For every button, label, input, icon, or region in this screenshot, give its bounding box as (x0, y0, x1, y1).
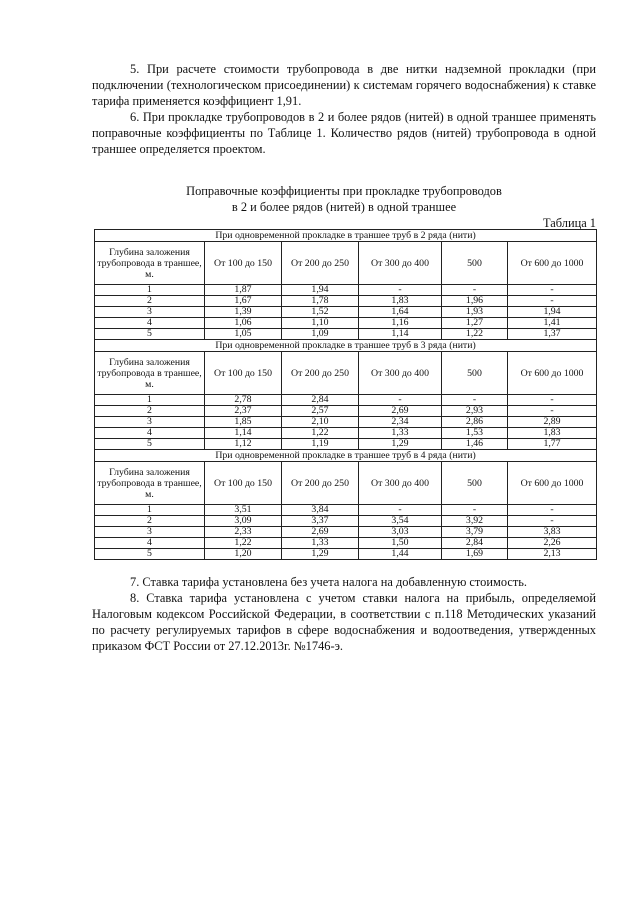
table-title-line-2: в 2 и более рядов (нитей) в одной траншее (231, 200, 457, 214)
paragraph-7: 7. Ставка тарифа установлена без учета налога на добавленную стоимость. (130, 575, 528, 589)
table-label: Таблица 1 (543, 216, 596, 230)
coefficient-cell: 2,84 (282, 395, 359, 406)
table-row (95, 296, 597, 307)
coefficient-cell: 3,37 (282, 516, 359, 527)
depth-cell: 5 (95, 439, 205, 450)
table-row (95, 516, 597, 527)
diameter-column-header: От 600 до 1000 (508, 242, 597, 285)
depth-cell: 2 (95, 516, 205, 527)
depth-cell: 2 (95, 296, 205, 307)
coefficient-cell: - (508, 395, 597, 406)
depth-cell: 4 (95, 428, 205, 439)
coefficient-cell: 2,57 (282, 406, 359, 417)
coefficient-cell: 2,78 (205, 395, 282, 406)
coefficient-cell: 2,37 (205, 406, 282, 417)
coefficient-cell: 1,20 (205, 549, 282, 560)
diameter-column-header: От 100 до 150 (205, 462, 282, 505)
table-row (95, 417, 597, 428)
table-section-header (95, 450, 597, 462)
table-section-header (95, 230, 597, 242)
coefficient-cell: 2,93 (442, 406, 508, 417)
coefficient-cell: 3,84 (282, 505, 359, 516)
coefficient-cell: - (508, 285, 597, 296)
depth-column-header: Глубина заложения трубопровода в траншее, м. (95, 462, 205, 505)
diameter-column-header: 500 (442, 462, 508, 505)
table-row (95, 505, 597, 516)
coefficient-cell: 1,33 (282, 538, 359, 549)
coefficient-cell: 2,84 (442, 538, 508, 549)
diameter-column-header: От 300 до 400 (359, 242, 442, 285)
coefficient-cell: - (442, 395, 508, 406)
coefficient-cell: 1,19 (282, 439, 359, 450)
table-column-header-row (95, 242, 597, 285)
table-row (95, 527, 597, 538)
coefficient-cell: 1,05 (205, 329, 282, 340)
paragraph-8: 8. Ставка тарифа установлена с учетом ставки налога на прибыль, определяемой Налоговым кодексом Российской Федерации, в соответствии с п.118 Методических указаний по расчету регулируемых тарифов в сфере водоснабжения и водоотведения, утвержденных приказом ФСТ России от 27.12.2013г. №1746-э. (92, 591, 596, 653)
coefficient-cell: 1,22 (282, 428, 359, 439)
diameter-column-header: От 200 до 250 (282, 462, 359, 505)
coefficient-cell: 1,27 (442, 318, 508, 329)
table-section-header (95, 340, 597, 352)
table-row (95, 538, 597, 549)
coefficient-cell: 1,67 (205, 296, 282, 307)
coefficient-cell: 1,94 (508, 307, 597, 318)
coefficient-cell: 1,22 (205, 538, 282, 549)
coefficient-cell: 1,44 (359, 549, 442, 560)
paragraph-5: 5. При расчете стоимости трубопровода в две нитки надземной прокладки (при подключении (технологическом присоединении) к системам горячего водоснабжения) к ставке тарифа применяется коэффициент 1,91. (92, 62, 596, 108)
coefficient-cell: 1,77 (508, 439, 597, 450)
coefficient-cell: 2,86 (442, 417, 508, 428)
depth-cell: 5 (95, 549, 205, 560)
coefficient-cell: 1,06 (205, 318, 282, 329)
coefficient-cell: 1,46 (442, 439, 508, 450)
coefficient-cell: - (359, 285, 442, 296)
coefficient-cell: 1,87 (205, 285, 282, 296)
diameter-column-header: От 100 до 150 (205, 242, 282, 285)
coefficient-cell: 2,10 (282, 417, 359, 428)
depth-cell: 1 (95, 285, 205, 296)
table-column-header-row (95, 352, 597, 395)
coefficient-cell: 1,83 (508, 428, 597, 439)
table-column-header-row (95, 462, 597, 505)
diameter-column-header: 500 (442, 352, 508, 395)
table-row (95, 285, 597, 296)
depth-column-header: Глубина заложения трубопровода в траншее, м. (95, 352, 205, 395)
coefficient-cell: 1,41 (508, 318, 597, 329)
diameter-column-header: От 300 до 400 (359, 352, 442, 395)
coefficient-cell: - (508, 505, 597, 516)
coefficient-cell: 3,92 (442, 516, 508, 527)
coefficient-cell: - (359, 395, 442, 406)
depth-cell: 1 (95, 505, 205, 516)
coefficient-cell: 2,69 (282, 527, 359, 538)
table-row (95, 329, 597, 340)
coefficient-cell: 1,14 (359, 329, 442, 340)
diameter-column-header: От 600 до 1000 (508, 352, 597, 395)
coefficient-cell: 1,50 (359, 538, 442, 549)
coefficient-cell: 1,29 (282, 549, 359, 560)
coefficient-cell: - (442, 505, 508, 516)
coefficient-cell: 2,34 (359, 417, 442, 428)
coefficient-table-body (95, 230, 597, 560)
section-title: При одновременной прокладке в траншее труб в 2 ряда (нити) (95, 230, 597, 242)
coefficient-cell: 1,09 (282, 329, 359, 340)
coefficient-cell: 1,69 (442, 549, 508, 560)
coefficient-cell: 1,10 (282, 318, 359, 329)
coefficient-cell: 1,33 (359, 428, 442, 439)
coefficient-cell: 3,51 (205, 505, 282, 516)
coefficient-cell: 1,16 (359, 318, 442, 329)
coefficient-cell: 1,39 (205, 307, 282, 318)
diameter-column-header: От 200 до 250 (282, 242, 359, 285)
coefficient-cell: 1,37 (508, 329, 597, 340)
coefficient-cell: 1,94 (282, 285, 359, 296)
coefficient-cell: 1,78 (282, 296, 359, 307)
coefficient-table (94, 229, 597, 560)
section-title: При одновременной прокладке в траншее труб в 4 ряда (нити) (95, 450, 597, 462)
table-title-line-1: Поправочные коэффициенты при прокладке трубопроводов (186, 184, 502, 198)
coefficient-cell: 2,33 (205, 527, 282, 538)
coefficient-cell: 2,89 (508, 417, 597, 428)
depth-cell: 3 (95, 417, 205, 428)
coefficient-cell: 3,83 (508, 527, 597, 538)
coefficient-cell: - (359, 505, 442, 516)
depth-cell: 1 (95, 395, 205, 406)
table-title (92, 183, 596, 215)
coefficient-cell: - (508, 516, 597, 527)
coefficient-cell: 3,79 (442, 527, 508, 538)
coefficient-cell: 1,93 (442, 307, 508, 318)
coefficient-cell: 2,69 (359, 406, 442, 417)
coefficient-cell: - (508, 406, 597, 417)
table-row (95, 395, 597, 406)
coefficient-cell: 2,26 (508, 538, 597, 549)
table-row (95, 406, 597, 417)
diameter-column-header: От 100 до 150 (205, 352, 282, 395)
diameter-column-header: От 600 до 1000 (508, 462, 597, 505)
coefficient-cell: 1,83 (359, 296, 442, 307)
paragraphs-top (92, 61, 596, 157)
table-row (95, 307, 597, 318)
coefficient-cell: 3,54 (359, 516, 442, 527)
depth-cell: 3 (95, 527, 205, 538)
table-row (95, 439, 597, 450)
depth-cell: 2 (95, 406, 205, 417)
depth-column-header: Глубина заложения трубопровода в траншее, м. (95, 242, 205, 285)
diameter-column-header: 500 (442, 242, 508, 285)
depth-cell: 3 (95, 307, 205, 318)
coefficient-cell: - (442, 285, 508, 296)
depth-cell: 5 (95, 329, 205, 340)
diameter-column-header: От 200 до 250 (282, 352, 359, 395)
coefficient-cell: 1,96 (442, 296, 508, 307)
coefficient-cell: 2,13 (508, 549, 597, 560)
depth-cell: 4 (95, 318, 205, 329)
table-row (95, 428, 597, 439)
coefficient-cell: - (508, 296, 597, 307)
coefficient-cell: 1,52 (282, 307, 359, 318)
section-title: При одновременной прокладке в траншее труб в 3 ряда (нити) (95, 340, 597, 352)
coefficient-cell: 3,03 (359, 527, 442, 538)
coefficient-cell: 1,53 (442, 428, 508, 439)
coefficient-cell: 1,85 (205, 417, 282, 428)
diameter-column-header: От 300 до 400 (359, 462, 442, 505)
paragraphs-bottom (92, 574, 596, 654)
coefficient-cell: 1,22 (442, 329, 508, 340)
coefficient-cell: 1,29 (359, 439, 442, 450)
coefficient-cell: 3,09 (205, 516, 282, 527)
coefficient-cell: 1,64 (359, 307, 442, 318)
coefficient-cell: 1,14 (205, 428, 282, 439)
table-row (95, 549, 597, 560)
paragraph-6: 6. При прокладке трубопроводов в 2 и более рядов (нитей) в одной траншее применять поправочные коэффициенты по Таблице 1. Количество рядов (нитей) трубопровода в одной траншее определяется проектом. (92, 110, 596, 156)
coefficient-cell: 1,12 (205, 439, 282, 450)
depth-cell: 4 (95, 538, 205, 549)
table-row (95, 318, 597, 329)
